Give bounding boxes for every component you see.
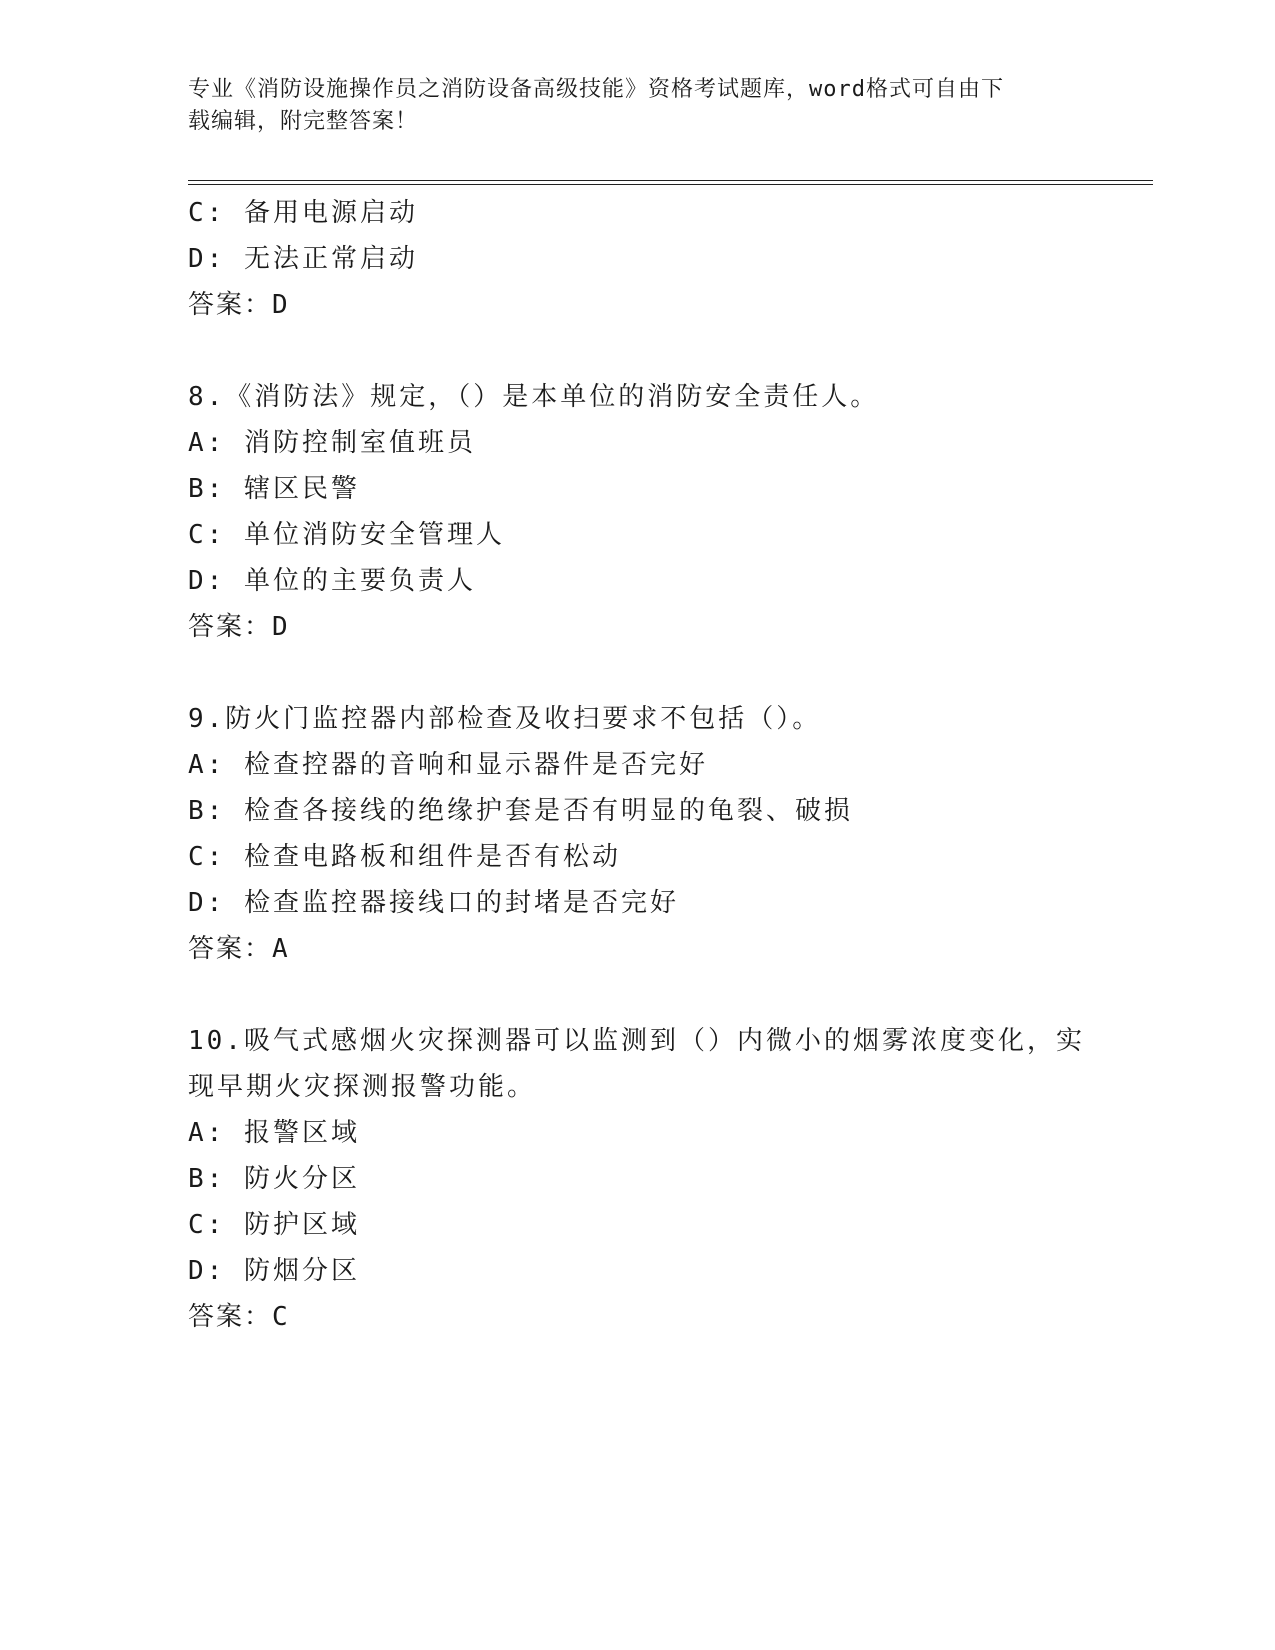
answer-line: 答案：D (188, 612, 290, 642)
option-c: C: 备用电源启动 (188, 198, 418, 228)
option-c: C: 防护区域 (188, 1210, 360, 1240)
question-text: 9.防火门监控器内部检查及收扫要求不包括（）。 (188, 704, 822, 734)
question-9 (188, 696, 1088, 972)
option-a: A: 报警区域 (188, 1118, 360, 1148)
option-b: B: 检查各接线的绝缘护套是否有明显的龟裂、破损 (188, 796, 853, 826)
document-header (188, 74, 1068, 138)
question-text-line-1: 10.吸气式感烟火灾探测器可以监测到（）内微小的烟雾浓度变化，实 (188, 1026, 1085, 1056)
option-d: D: 检查监控器接线口的封堵是否完好 (188, 888, 679, 918)
question-list (188, 190, 1088, 1340)
option-d: D: 防烟分区 (188, 1256, 360, 1286)
option-a: A: 检查控器的音响和显示器件是否完好 (188, 750, 708, 780)
header-line-2: 载编辑，附完整答案！ (188, 109, 419, 134)
spacer (188, 650, 1088, 696)
option-d: D: 单位的主要负责人 (188, 566, 476, 596)
answer-line: 答案：D (188, 290, 290, 320)
question-text: 8.《消防法》规定，（）是本单位的消防安全责任人。 (188, 382, 880, 412)
option-c: C: 单位消防安全管理人 (188, 520, 505, 550)
option-d: D: 无法正常启动 (188, 244, 418, 274)
continued-question (188, 190, 1088, 328)
question-text-line-2: 现早期火灾探测报警功能。 (188, 1072, 537, 1102)
spacer (188, 328, 1088, 374)
header-line-1: 专业《消防设施操作员之消防设备高级技能》资格考试题库，word格式可自由下 (188, 77, 1004, 102)
option-a: A: 消防控制室值班员 (188, 428, 476, 458)
answer-line: 答案：C (188, 1302, 290, 1332)
header-divider-bottom (188, 184, 1153, 185)
option-b: B: 防火分区 (188, 1164, 360, 1194)
spacer (188, 972, 1088, 1018)
question-10 (188, 1018, 1088, 1340)
option-b: B: 辖区民警 (188, 474, 360, 504)
question-8 (188, 374, 1088, 650)
header-divider-top (188, 180, 1153, 181)
option-c: C: 检查电路板和组件是否有松动 (188, 842, 621, 872)
answer-line: 答案：A (188, 934, 290, 964)
